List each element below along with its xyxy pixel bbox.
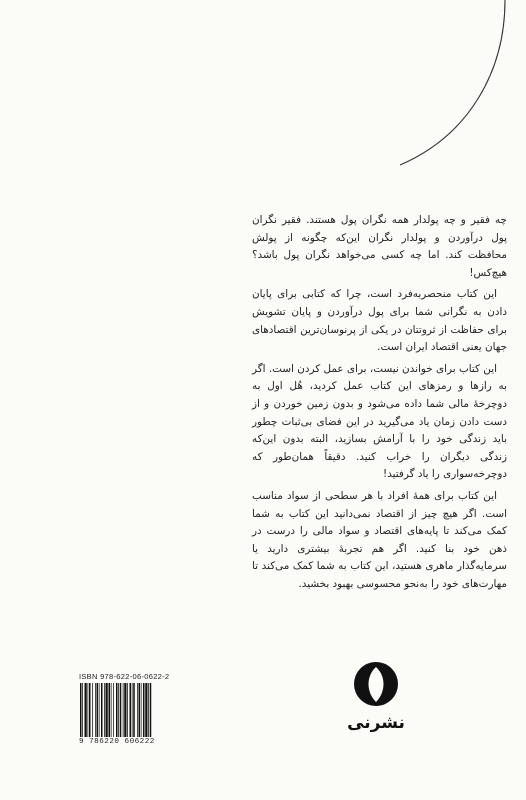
isbn-barcode [79, 672, 179, 746]
isbn-label: ISBN 978-622-06-0622-2 [79, 672, 170, 681]
publisher-name: نشرنی [347, 713, 405, 733]
back-cover-description [252, 212, 507, 597]
paragraph-4: این کتاب برای همهٔ افراد با هر سطحی از سواد مناسب است. اگر هیچ چیز از اقتصاد نمی‌دانید این کتاب به شما کمک می‌کند تا پایه‌های اقتصاد و سواد مالی را درست در ذهن خود بنا کنید. اگر هم تجربهٔ بیشتری دارید یا سرمایه‌گذار ماهری هستید، این کتاب به شما کمک می‌کند تا مهارت‌های خود را به‌نحو محسوسی بهبود بخشید. [252, 489, 507, 590]
barcode-bars [79, 683, 179, 737]
paragraph-1: چه فقیر و چه پولدار همه نگران پول هستند. فقیر نگران پول درآوردن و پولدار نگران این‌که چگونه از پولش محافظت کند. اما چه کسی می‌خواهد نگران پول باشد؟ هیچ‌کس! [252, 214, 507, 279]
barcode-digits: 9 786220 606222 [79, 738, 155, 746]
decorative-curve-line [0, 0, 526, 170]
paragraph-2: این کتاب منحصربه‌فرد است، چرا که کتابی برای پایان دادن به نگرانی شما برای پول درآوردن و پایان تشویش برای حفاظت از ثروتتان در یکی از پرنوسان‌ترین اقتصادهای جهان یعنی اقتصاد ایران است. [252, 288, 507, 354]
paragraph-3: این کتاب برای خواندن نیست، برای عمل کردن است. اگر به رازها و رمزهای این کتاب عمل کردید، هُل اول به دوچرخهٔ مالی شما داده می‌شود و بدون زمین خوردن و از دست دادن زمان یاد می‌گیرید در این فضای بی‌ثبات چطور باید زندگی خود را با آرامش بسازید، البته بدون این‌که زندگی دیگران را خراب کنید. دقیقاً همان‌طور که دوچرخه‌سواری را یاد گرفتید! [252, 362, 507, 481]
